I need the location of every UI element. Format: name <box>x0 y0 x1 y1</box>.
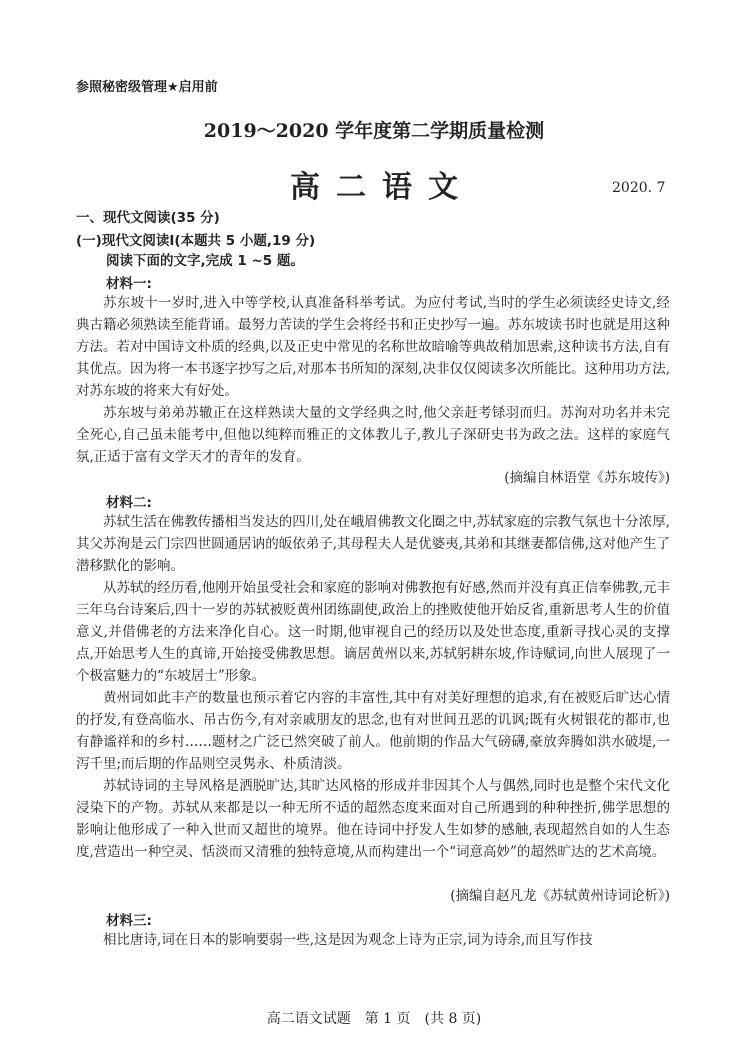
material-1-label: 材料一: <box>106 276 152 292</box>
material-1-source: (摘编自林语堂《苏东坡传》) <box>504 470 670 486</box>
material-2-source: (摘编自赵凡龙《苏轼黄州诗词论析》) <box>450 888 670 904</box>
material-2-label: 材料二: <box>106 495 152 511</box>
reading-instruction: 阅读下面的文字,完成 1 ~5 题。 <box>106 253 304 269</box>
material-2-paragraph: 从苏轼的经历看,他刚开始虽受社会和家庭的影响对佛教抱有好感,然而并没有真正信奉佛教,元丰三年乌台诗案后,四十一岁的苏轼被贬黄州团练副使,政治上的挫败使他开始反省,重新思考人生的价值意义,并借佛老的方法来净化自心。这一时期,他审视自己的经历以及处世态度,重新寻找心灵的支撑点,开始思考人生的真谛,开始接受佛教思想。谪居黄州以来,苏轼躬耕东坡,作诗赋词,向世人展现了一个极富魅力的“东坡居士”形象。 <box>76 580 670 685</box>
material-3-paragraph: 相比唐诗,词在日本的影响要弱一些,这是因为观念上诗为正宗,词为诗余,而且写作技 <box>103 932 593 948</box>
material-2-paragraph: 苏轼诗词的主导风格是洒脱旷达,其旷达风格的形成并非因其个人与偶然,同时也是整个宋代文化浸染下的产物。苏轼从来都是以一种无所不适的超然态度来面对自己所遇到的种种挫折,佛学思想的影响让他形成了一种入世而又超世的境界。他在诗词中抒发人生如梦的感触,表现超然自如的人生态度,营造出一种空灵、恬淡而又清雅的独特意境,从而构建出一个“词意高妙”的超然旷达的艺术高境。 <box>76 778 670 861</box>
exam-title: 2019～2020 学年度第二学期质量检测 <box>203 120 545 142</box>
subject-title: 高二语文 <box>290 170 474 205</box>
page-footer: 高二语文试题 第 1 页 (共 8 页) <box>266 1011 482 1027</box>
material-1-paragraph: 苏东坡十一岁时,进入中等学校,认真准备科举考试。为应付考试,当时的学生必须读经史诗文,经典古籍必须熟读至能背诵。最努力苦读的学生会将经书和正史抄写一遍。苏东坡读书时也就是用这种方法。若对中国诗文朴质的经典,以及正史中常见的名称世故暗喻等典故稍加思索,这种读书方法,自有其优点。因为将一本书逐字抄写之后,对那本书所知的深刻,决非仅仅阅读多次所能比。这种用功方法,对苏东坡的将来大有好处。 <box>76 295 670 400</box>
material-1-paragraph: 苏东坡与弟弟苏辙正在这样熟读大量的文学经典之时,他父亲赶考铩羽而归。苏洵对功名并未完全死心,自己虽未能考中,但他以纯粹而雅正的文体教儿子,教儿子深研史书为政之法。这样的家庭气氛,正适于富有文学天才的青年的发育。 <box>76 405 670 466</box>
section-heading: 一、现代文阅读(35 分) <box>76 210 220 226</box>
subsection-heading: (一)现代文阅读Ⅰ(本题共 5 小题,19 分) <box>76 233 316 249</box>
confidentiality-label: 参照秘密级管理★启用前 <box>76 80 218 95</box>
material-2-paragraph: 黄州词如此丰产的数量也预示着它内容的丰富性,其中有对美好理想的追求,有在被贬后旷达心情的抒发,有登高临水、吊古伤今,有对亲戚朋友的思念,也有对世间丑恶的讥讽;既有火树银花的都市,也有静谧祥和的乡村……题材之广泛已然突破了前人。他前期的作品大气磅礴,豪放奔腾如洪水破堤,一泻千里;而后期的作品则空灵隽永、朴质清淡。 <box>76 690 670 773</box>
exam-date: 2020. 7 <box>612 180 666 196</box>
material-3-label: 材料三: <box>106 913 152 929</box>
material-2-paragraph: 苏轼生活在佛教传播相当发达的四川,处在峨眉佛教文化圈之中,苏轼家庭的宗教气氛也十分浓厚,其父苏洵是云门宗四世圆通居讷的皈依弟子,其母程夫人是优婆夷,其弟和其继妻都信佛,这对他产生了潜移默化的影响。 <box>76 514 670 575</box>
